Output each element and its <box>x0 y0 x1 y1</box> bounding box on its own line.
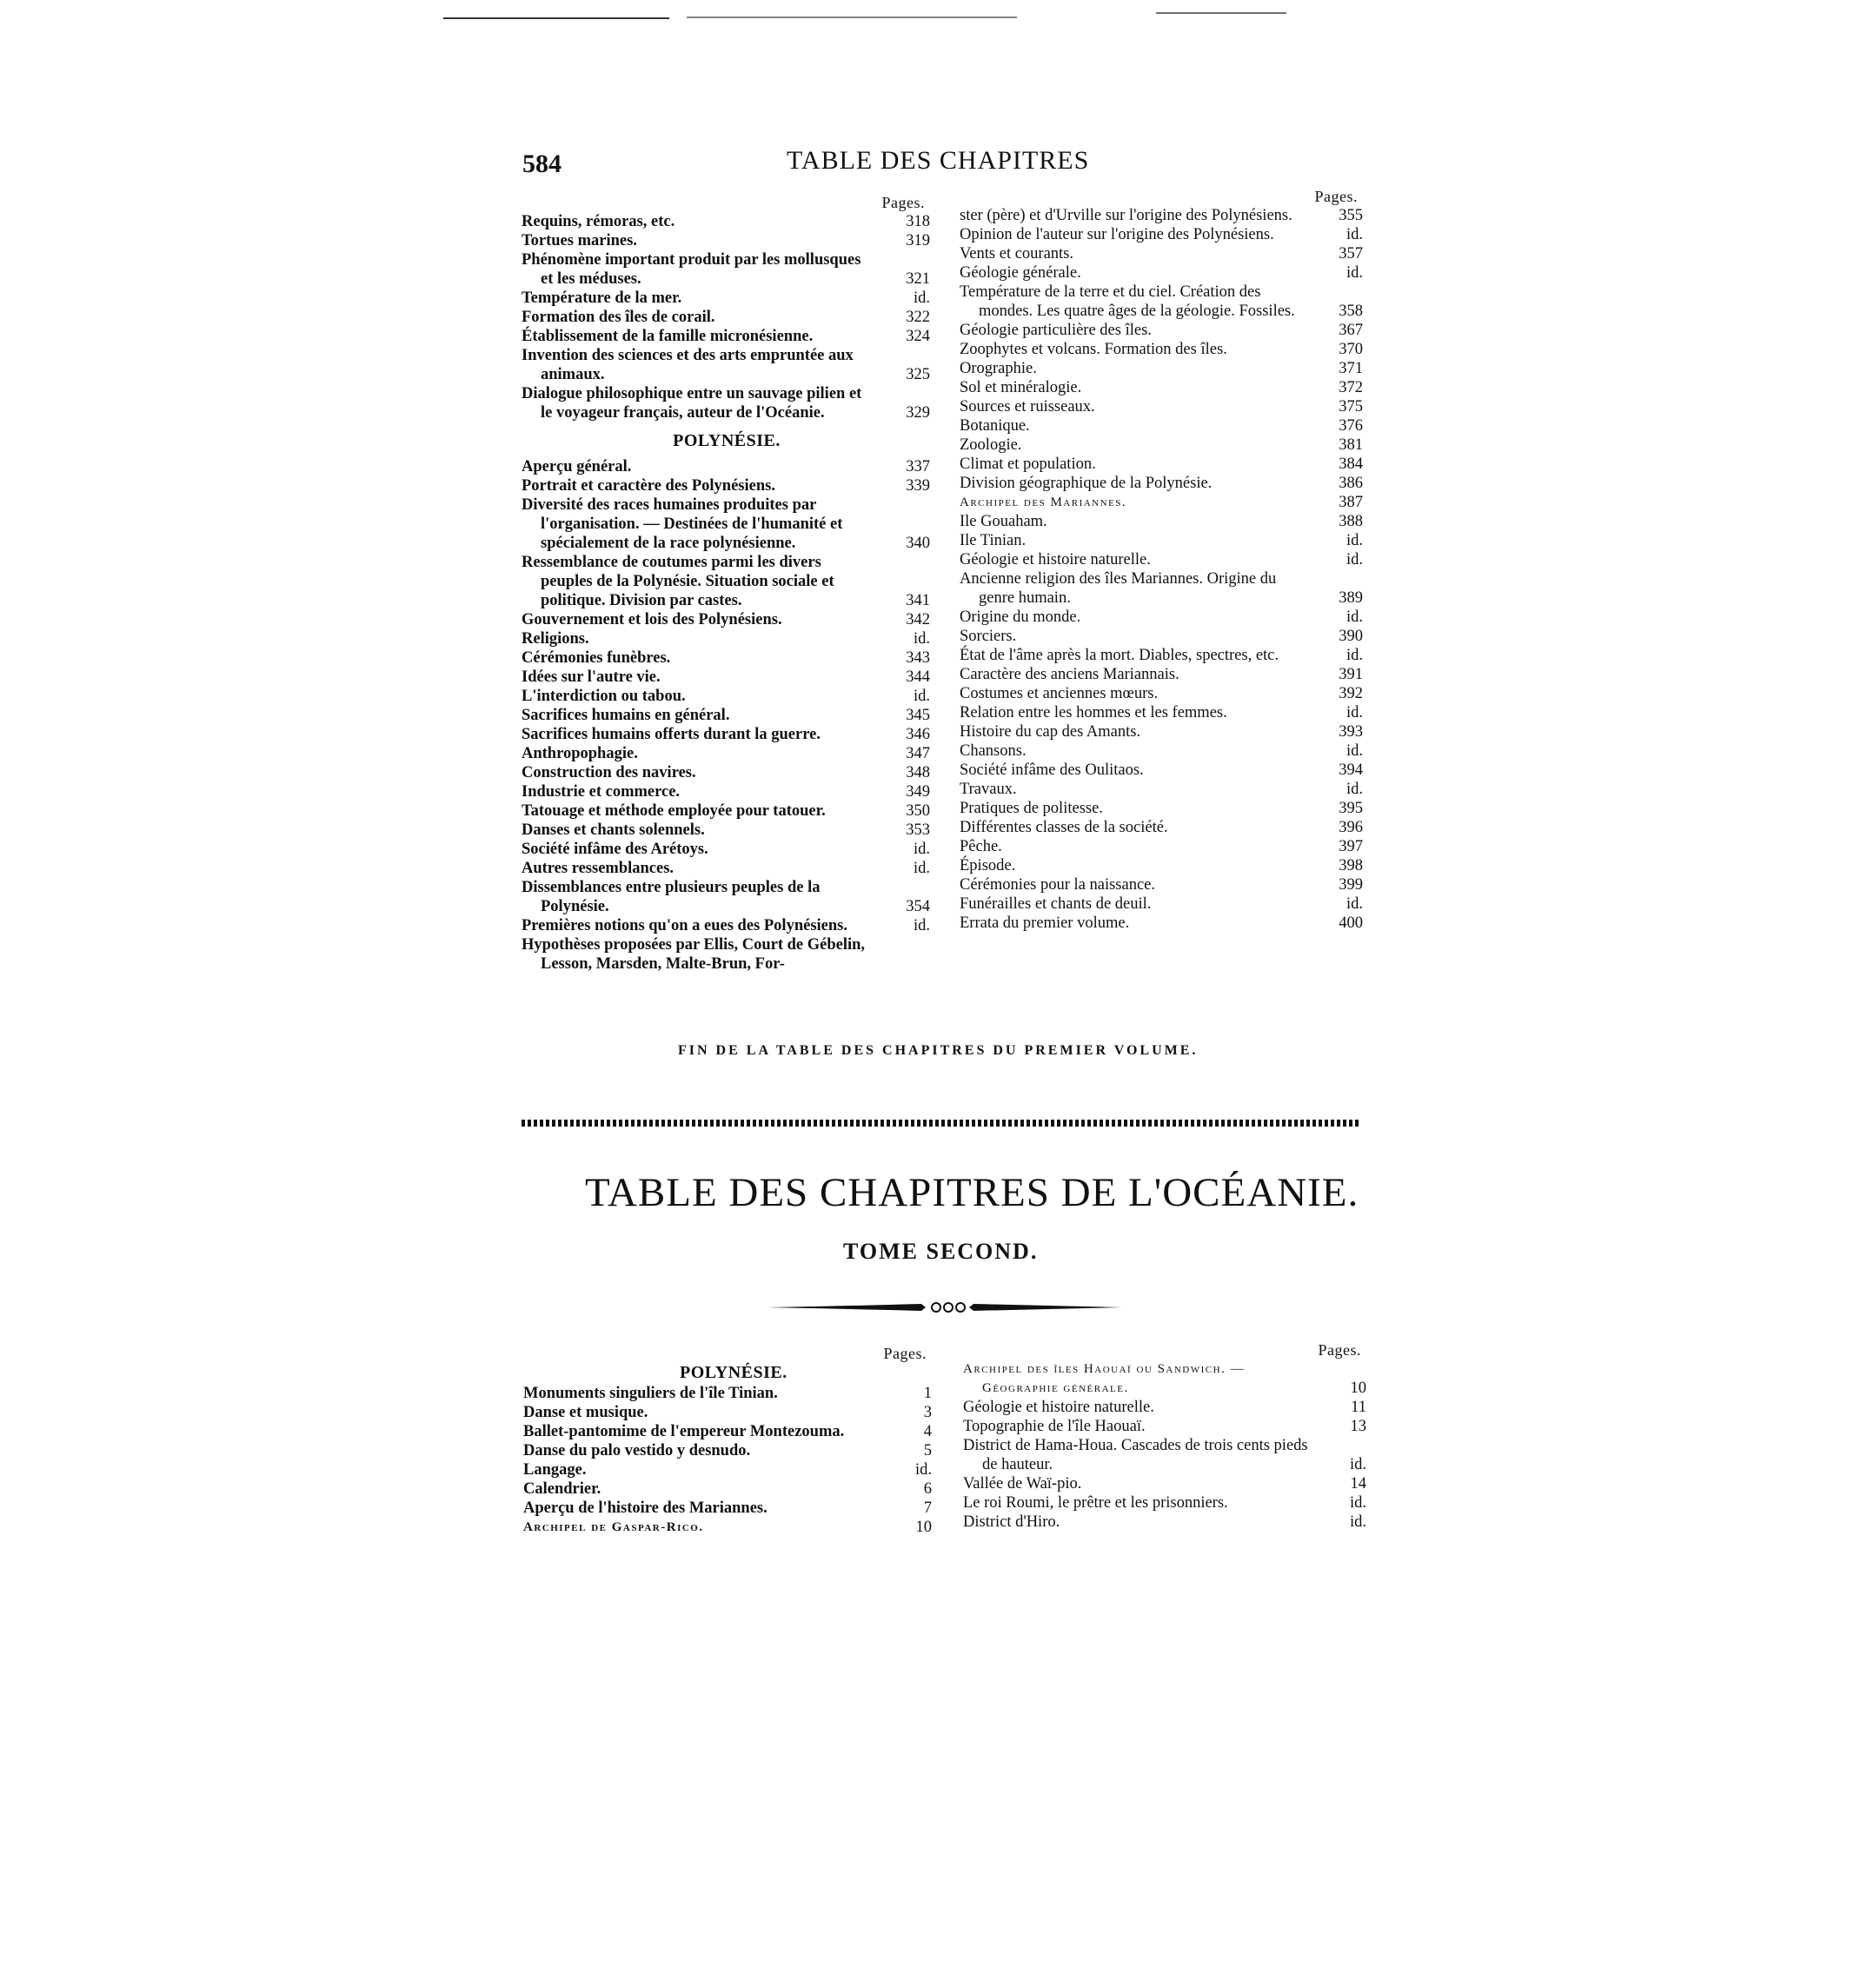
entry-page: 367 <box>1339 322 1363 339</box>
entry-page: 357 <box>1339 245 1363 263</box>
toc-entry <box>523 1460 934 1479</box>
toc-entry <box>960 761 1365 780</box>
toc-entry <box>522 782 932 801</box>
entry-page: 3 <box>923 1404 932 1421</box>
entry-title: Ballet-pantomime de l'empereur Montezouma. <box>523 1423 845 1440</box>
entry-page: 389 <box>1339 589 1363 607</box>
entry-page: 391 <box>1339 666 1363 683</box>
entry-page: 11 <box>1351 1399 1366 1416</box>
entry-page: 4 <box>923 1423 932 1440</box>
entry-title: Géologie et histoire naturelle. <box>963 1399 1154 1416</box>
toc-entry <box>522 289 932 308</box>
entry-page: id. <box>1346 551 1363 568</box>
entry-page: 396 <box>1339 819 1363 836</box>
entry-title: Dialogue philosophique entre un sauvage pilien et le voyageur français, auteur de l'Océanie. <box>522 385 862 422</box>
toc-entry <box>960 455 1365 474</box>
entry-title: Vallée de Waï-pio. <box>963 1475 1082 1493</box>
entry-page: 346 <box>906 726 930 743</box>
entry-page: id. <box>1346 532 1363 549</box>
toc-entry <box>960 703 1365 722</box>
toc-entry <box>523 1499 934 1518</box>
entry-page: 10 <box>915 1519 932 1536</box>
entry-title: Autres ressemblances. <box>522 860 674 877</box>
tome-heading: TOME SECOND. <box>843 1239 1039 1264</box>
toc-entry <box>960 818 1365 837</box>
pages-label: Pages. <box>883 1345 927 1362</box>
entry-title: Botanique. <box>960 417 1030 435</box>
entry-page: 350 <box>906 802 930 820</box>
entry-title: District de Hama-Houa. Cascades de trois cents pieds de hauteur. <box>963 1437 1308 1473</box>
toc-entry <box>522 725 932 744</box>
entry-title: Invention des sciences et des arts empruntée aux animaux. <box>522 347 854 383</box>
entry-page: 384 <box>1339 455 1363 473</box>
entry-page: id. <box>913 688 930 705</box>
entry-title: Phénomène important produit par les mollusques et les méduses. <box>522 251 861 288</box>
end-of-table-note: FIN DE LA TABLE DES CHAPITRES DU PREMIER VOLUME. <box>678 1043 1199 1058</box>
entry-page: 343 <box>906 649 930 667</box>
section-heading: POLYNÉSIE. <box>673 431 781 450</box>
toc-entry <box>960 550 1365 569</box>
entry-page: 375 <box>1339 398 1363 416</box>
ornamental-divider <box>769 1300 1121 1314</box>
pages-label: Pages. <box>1318 1341 1361 1359</box>
entry-title: Géologie particulière des îles. <box>960 322 1152 339</box>
entry-list <box>522 457 932 974</box>
toc-entry <box>522 840 932 859</box>
scan-artifact-line <box>687 17 1017 18</box>
entry-title: Costumes et anciennes mœurs. <box>960 685 1159 702</box>
toc-entry <box>522 878 932 916</box>
entry-page: 345 <box>906 707 930 724</box>
toc-entry <box>960 894 1365 914</box>
entry-title: Travaux. <box>960 781 1017 798</box>
entry-page: 347 <box>906 745 930 762</box>
entry-page: 319 <box>906 232 930 249</box>
toc-entry <box>960 531 1365 550</box>
entry-page: 393 <box>1339 723 1363 741</box>
entry-title: Archipel de Gaspar-Rico. <box>523 1520 704 1534</box>
entry-title: État de l'âme après la mort. Diables, spectres, etc. <box>960 647 1279 664</box>
entry-title: Relation entre les hommes et les femmes. <box>960 704 1227 721</box>
entry-title: Société infâme des Oulitaos. <box>960 761 1144 779</box>
entry-page: id. <box>913 289 930 307</box>
toc-entry <box>522 859 932 878</box>
entry-page: 390 <box>1339 628 1363 645</box>
entry-page: id. <box>914 1461 932 1479</box>
entry-title: Zoophytes et volcans. Formation des îles. <box>960 341 1227 358</box>
toc-entry <box>522 231 932 250</box>
entry-title: Sol et minéralogie. <box>960 379 1082 396</box>
toc-entry <box>522 821 932 840</box>
entry-title: Division géographique de la Polynésie. <box>960 475 1213 492</box>
entry-title: Géologie et histoire naturelle. <box>960 551 1151 568</box>
entry-page: id. <box>1346 226 1363 243</box>
entry-title: Anthropophagie. <box>522 745 638 762</box>
entry-page: 376 <box>1339 417 1363 435</box>
entry-page: id. <box>1346 742 1363 760</box>
entry-title: Le roi Roumi, le prêtre et les prisonniers. <box>963 1494 1228 1512</box>
entry-page: 395 <box>1339 800 1363 817</box>
toc-column-1 <box>522 193 932 974</box>
entry-page: 322 <box>906 309 930 326</box>
toc-entry <box>963 1436 1368 1474</box>
entry-page: 337 <box>906 458 930 475</box>
entry-title: L'interdiction ou tabou. <box>522 688 686 705</box>
entry-page: 341 <box>906 592 930 609</box>
toc-entry <box>522 935 932 974</box>
entry-title: Opinion de l'auteur sur l'origine des Polynésiens. <box>960 226 1274 243</box>
entry-page: 399 <box>1339 876 1363 894</box>
entry-page: 339 <box>906 477 930 495</box>
entry-title: Température de la mer. <box>522 289 682 307</box>
toc-entry <box>960 837 1365 856</box>
entry-title: Orographie. <box>960 360 1037 377</box>
entry-page: 372 <box>1339 379 1363 396</box>
toc-entry <box>522 327 932 346</box>
entry-title: Gouvernement et lois des Polynésiens. <box>522 611 782 628</box>
entry-page: 5 <box>923 1442 932 1459</box>
toc-entry <box>960 244 1365 263</box>
entry-title: Diversité des races humaines produites par l'organisation. — Destinées de l'humanité et spécialement de la race polynésienne. <box>522 496 843 552</box>
entry-list <box>523 1384 934 1537</box>
entry-list <box>960 206 1365 933</box>
entry-title: Ressemblance de coutumes parmi les divers peuples de la Polynésie. Situation sociale et politique. Division par castes. <box>522 554 834 609</box>
toc-entry <box>522 212 932 231</box>
entry-title: Danses et chants solennels. <box>522 821 705 839</box>
toc-entry <box>960 780 1365 799</box>
entry-title: Premières notions qu'on a eues des Polynésiens. <box>522 917 847 934</box>
page-number: 584 <box>522 150 562 178</box>
toc-entry <box>523 1384 934 1403</box>
toc-entry <box>522 668 932 687</box>
entry-title: Différentes classes de la société. <box>960 819 1168 836</box>
entry-page: id. <box>1346 608 1363 626</box>
entry-page: id. <box>1346 264 1363 282</box>
entry-title: Aperçu général. <box>522 458 632 475</box>
entry-title: Funérailles et chants de deuil. <box>960 895 1152 913</box>
entry-page: 14 <box>1350 1475 1366 1493</box>
entry-title: Danse du palo vestido y desnudo. <box>523 1442 751 1459</box>
toc-entry <box>522 457 932 476</box>
entry-page: 387 <box>1339 494 1363 511</box>
volume-title: TABLE DES CHAPITRES DE L'OCÉANIE. <box>585 1170 1359 1215</box>
entry-page: 398 <box>1339 857 1363 874</box>
entry-title: Ile Gouaham. <box>960 513 1047 530</box>
toc-entry <box>960 225 1365 244</box>
toc-entry <box>960 340 1365 359</box>
entry-title: Géologie générale. <box>960 264 1081 282</box>
entry-page: 386 <box>1339 475 1363 492</box>
section-heading: POLYNÉSIE. <box>680 1363 787 1382</box>
entry-title: Tatouage et méthode employée pour tatouer. <box>522 802 826 820</box>
entry-page: 7 <box>923 1499 932 1517</box>
entry-title: Errata du premier volume. <box>960 914 1130 932</box>
toc-column-4 <box>963 1340 1368 1532</box>
toc-entry <box>960 646 1365 665</box>
entry-page: 394 <box>1339 761 1363 779</box>
toc-entry <box>963 1513 1368 1532</box>
toc-entry <box>960 263 1365 283</box>
toc-entry <box>960 684 1365 703</box>
toc-entry <box>522 553 932 610</box>
entry-page: 6 <box>923 1480 932 1498</box>
pages-label: Pages. <box>881 194 925 211</box>
entry-page: id. <box>1346 781 1363 798</box>
entry-title: Danse et musique. <box>523 1404 648 1421</box>
toc-entry <box>960 665 1365 684</box>
entry-page: id. <box>913 630 930 648</box>
entry-title: ster (père) et d'Urville sur l'origine des Polynésiens. <box>960 207 1292 224</box>
toc-entry <box>960 608 1365 627</box>
toc-entry <box>522 763 932 782</box>
entry-page: 344 <box>906 668 930 686</box>
entry-title: Industrie et commerce. <box>522 783 681 801</box>
toc-entry <box>960 206 1365 225</box>
entry-page: 13 <box>1350 1418 1366 1435</box>
entry-page: id. <box>1346 647 1363 664</box>
toc-entry <box>960 416 1365 435</box>
entry-title: Caractère des anciens Mariannais. <box>960 666 1180 683</box>
entry-title: Société infâme des Arétoys. <box>522 841 708 858</box>
entry-title: Ile Tinian. <box>960 532 1027 549</box>
entry-page: 10 <box>1350 1380 1366 1397</box>
entry-page: id. <box>1346 895 1363 913</box>
entry-title: Idées sur l'autre vie. <box>522 668 661 686</box>
entry-page: 371 <box>1339 360 1363 377</box>
toc-entry <box>960 359 1365 378</box>
scan-artifact-line <box>1156 12 1286 14</box>
entry-page: 358 <box>1339 303 1363 320</box>
entry-title: Langage. <box>523 1461 587 1479</box>
toc-entry <box>522 610 932 629</box>
toc-entry <box>522 629 932 648</box>
toc-entry <box>960 627 1365 646</box>
entry-title: District d'Hiro. <box>963 1513 1060 1531</box>
entry-title: Sacrifices humains offerts durant la guerre. <box>522 726 821 743</box>
entry-title: Zoologie. <box>960 436 1022 454</box>
toc-column-2 <box>960 187 1365 933</box>
entry-title: Formation des îles de corail. <box>522 309 715 326</box>
entry-page: 329 <box>906 404 930 422</box>
toc-entry <box>963 1398 1368 1417</box>
entry-title: Portrait et caractère des Polynésiens. <box>522 477 775 495</box>
toc-entry <box>963 1474 1368 1493</box>
entry-title: Cérémonies pour la naissance. <box>960 876 1156 894</box>
entry-page: 1 <box>923 1385 932 1402</box>
toc-entry <box>963 1360 1368 1398</box>
entry-title: Sources et ruisseaux. <box>960 398 1095 416</box>
toc-entry <box>960 875 1365 894</box>
running-head: TABLE DES CHAPITRES <box>787 146 1090 175</box>
toc-entry <box>522 801 932 821</box>
entry-title: Origine du monde. <box>960 608 1081 626</box>
entry-title: Aperçu de l'histoire des Mariannes. <box>523 1499 768 1517</box>
toc-entry <box>960 378 1365 397</box>
entry-page: 342 <box>906 611 930 628</box>
entry-title: Calendrier. <box>523 1480 601 1498</box>
toc-entry <box>522 648 932 668</box>
entry-title: Sacrifices humains en général. <box>522 707 730 724</box>
toc-entry <box>960 493 1365 512</box>
toc-entry <box>960 474 1365 493</box>
entry-title: Topographie de l'île Haouaï. <box>963 1418 1146 1435</box>
entry-page: id. <box>913 860 930 877</box>
toc-entry <box>960 397 1365 416</box>
toc-entry <box>522 346 932 384</box>
entry-title: Épisode. <box>960 857 1016 874</box>
entry-title: Établissement de la famille micronésienne. <box>522 328 814 345</box>
toc-entry <box>963 1493 1368 1513</box>
toc-entry <box>960 435 1365 455</box>
entry-title: Construction des navires. <box>522 764 696 781</box>
toc-entry <box>523 1479 934 1499</box>
entry-title: Tortues marines. <box>522 232 637 249</box>
entry-page: id. <box>913 917 930 934</box>
toc-entry <box>960 799 1365 818</box>
entry-title: Vents et courants. <box>960 245 1074 263</box>
toc-column-3 <box>523 1344 934 1537</box>
entry-title: Histoire du cap des Amants. <box>960 723 1141 741</box>
entry-page: 392 <box>1339 685 1363 702</box>
entry-page: id. <box>1349 1513 1366 1531</box>
toc-entry <box>522 687 932 706</box>
ornamental-rule <box>522 1120 1360 1127</box>
toc-entry <box>522 916 932 935</box>
toc-entry <box>960 722 1365 741</box>
entry-title: Température de la terre et du ciel. Création des mondes. Les quatre âges de la géologie. Fossiles. <box>960 283 1295 320</box>
entry-title: Sorciers. <box>960 628 1017 645</box>
entry-page: 381 <box>1339 436 1363 454</box>
toc-entry <box>963 1417 1368 1436</box>
entry-page: 397 <box>1339 838 1363 855</box>
entry-list <box>522 212 932 422</box>
entry-title: Ancienne religion des îles Mariannes. Origine du genre humain. <box>960 570 1277 607</box>
entry-title: Pratiques de politesse. <box>960 800 1103 817</box>
entry-list <box>963 1360 1368 1532</box>
entry-title: Archipel des Mariannes. <box>960 495 1127 509</box>
entry-title: Cérémonies funèbres. <box>522 649 671 667</box>
toc-entry <box>960 321 1365 340</box>
entry-page: id. <box>1349 1494 1366 1512</box>
toc-entry <box>523 1422 934 1441</box>
toc-entry <box>960 914 1365 933</box>
toc-entry <box>960 569 1365 608</box>
entry-page: 354 <box>906 898 930 915</box>
entry-title: Religions. <box>522 630 589 648</box>
entry-page: 321 <box>906 270 930 288</box>
toc-entry <box>523 1518 934 1537</box>
entry-title: Pêche. <box>960 838 1002 855</box>
entry-page: id. <box>1346 704 1363 721</box>
entry-page: 388 <box>1339 513 1363 530</box>
entry-title: Requins, rémoras, etc. <box>522 213 675 230</box>
toc-entry <box>960 512 1365 531</box>
toc-entry <box>522 476 932 495</box>
entry-title: Monuments singuliers de l'île Tinian. <box>523 1385 778 1402</box>
entry-title: Chansons. <box>960 742 1027 760</box>
toc-entry <box>960 283 1365 321</box>
entry-page: 325 <box>906 366 930 383</box>
entry-title: Archipel des îles Haouaï ou Sandwich. — Géographie générale. <box>963 1362 1246 1395</box>
toc-entry <box>522 744 932 763</box>
entry-page: 348 <box>906 764 930 781</box>
toc-entry <box>522 706 932 725</box>
entry-page: 370 <box>1339 341 1363 358</box>
entry-page: id. <box>1349 1456 1366 1473</box>
entry-page: 324 <box>906 328 930 345</box>
toc-entry <box>523 1403 934 1422</box>
toc-entry <box>522 384 932 422</box>
entry-page: 400 <box>1339 914 1363 932</box>
entry-page: id. <box>913 841 930 858</box>
toc-entry <box>522 250 932 289</box>
entry-page: 353 <box>906 821 930 839</box>
entry-title: Hypothèses proposées par Ellis, Court de Gébelin, Lesson, Marsden, Malte-Brun, For- <box>522 936 866 973</box>
toc-entry <box>960 741 1365 761</box>
entry-title: Dissemblances entre plusieurs peuples de la Polynésie. <box>522 879 821 915</box>
entry-title: Climat et population. <box>960 455 1096 473</box>
toc-entry <box>522 495 932 553</box>
entry-page: 355 <box>1339 207 1363 224</box>
pages-label: Pages. <box>1314 188 1358 205</box>
toc-entry <box>960 856 1365 875</box>
entry-page: 340 <box>906 535 930 552</box>
toc-entry <box>522 308 932 327</box>
entry-page: 349 <box>906 783 930 801</box>
entry-page: 318 <box>906 213 930 230</box>
toc-entry <box>523 1441 934 1460</box>
scan-artifact-line <box>443 17 669 19</box>
